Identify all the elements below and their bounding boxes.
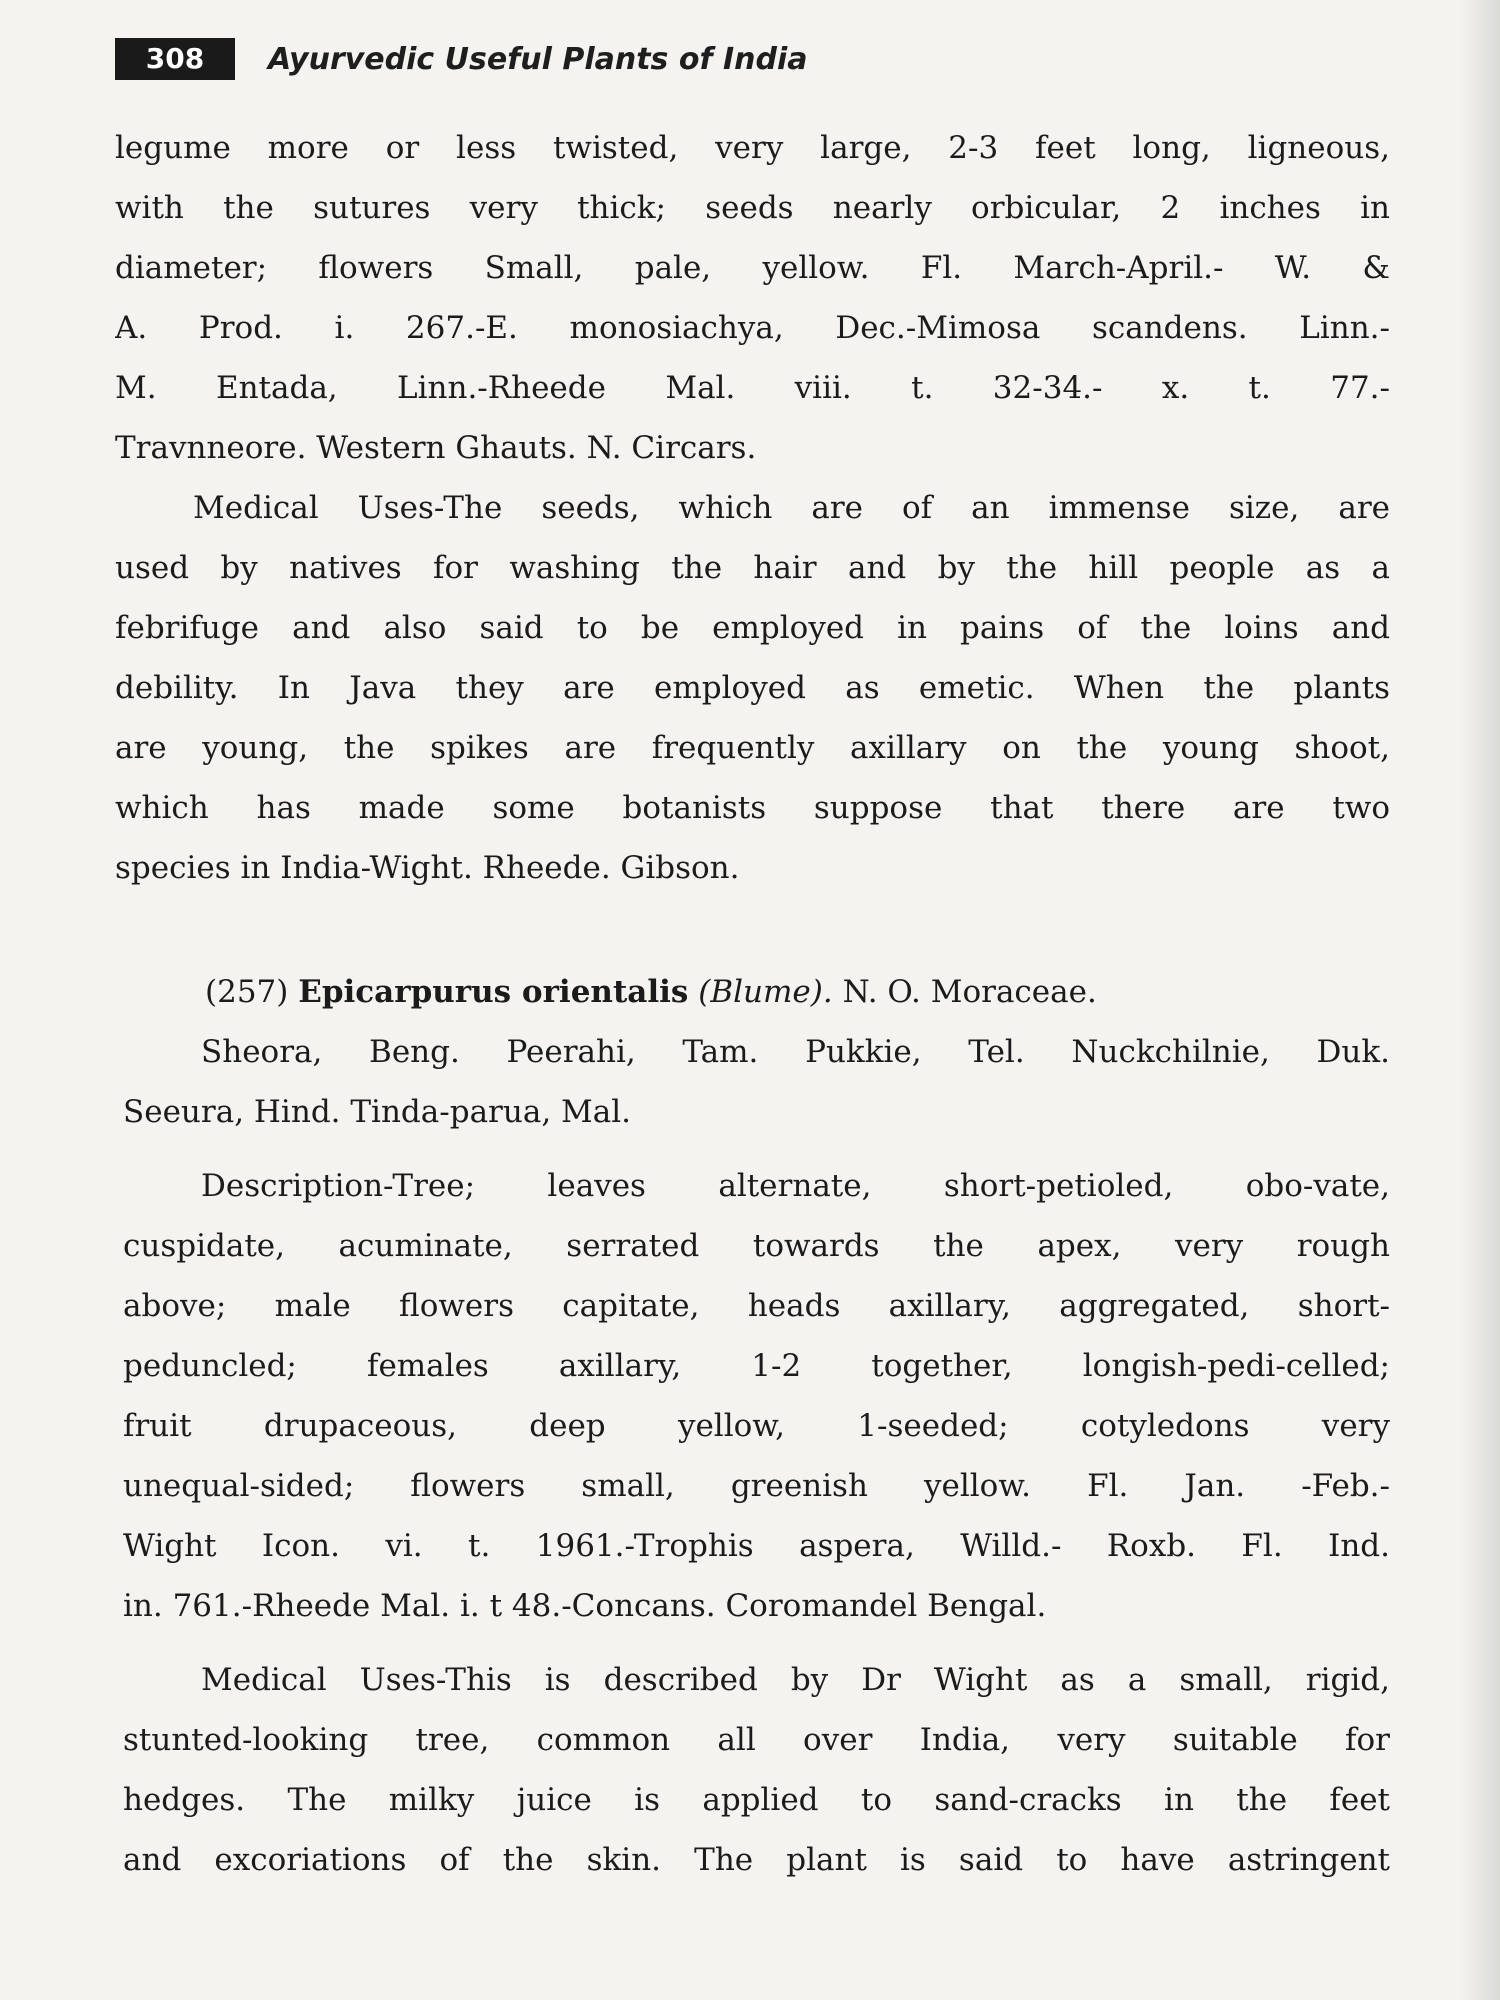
text-line: Medical Uses-This is described by Dr Wight as a small, rigid, <box>201 1662 1390 1698</box>
entry-number: (257) <box>205 974 289 1010</box>
species-name: Epicarpurus orientalis <box>298 974 689 1010</box>
plant-family: N. O. Moraceae. <box>842 974 1097 1010</box>
entry-256-medical-uses <box>115 478 1390 898</box>
text-line: A. Prod. i. 267.-E. monosiachya, Dec.-Mimosa scandens. Linn.- <box>115 310 1390 346</box>
text-line: are young, the spikes are frequently axillary on the young shoot, <box>115 730 1390 766</box>
text-line: peduncled; females axillary, 1-2 together, longish-pedi-celled; <box>123 1348 1390 1384</box>
entry-256-description <box>115 118 1390 478</box>
text-line: fruit drupaceous, deep yellow, 1-seeded; cotyledons very <box>123 1408 1390 1444</box>
text-line: Travnneore. Western Ghauts. N. Circars. <box>115 430 757 466</box>
text-line: Wight Icon. vi. t. 1961.-Trophis aspera, Willd.- Roxb. Fl. Ind. <box>123 1528 1390 1564</box>
text-line: Sheora, Beng. Peerahi, Tam. Pukkie, Tel. Nuckchilnie, Duk. <box>201 1034 1390 1070</box>
entry-257-description <box>123 1156 1390 1636</box>
page-number: 308 <box>115 38 235 80</box>
text-line: above; male flowers capitate, heads axillary, aggregated, short- <box>123 1288 1390 1324</box>
page-body <box>115 118 1390 1890</box>
entry-257-heading <box>115 962 1390 1022</box>
text-line: M. Entada, Linn.-Rheede Mal. viii. t. 32-34.- x. t. 77.- <box>115 370 1390 406</box>
text-line: hedges. The milky juice is applied to sand-cracks in the feet <box>123 1782 1390 1818</box>
text-line: debility. In Java they are employed as emetic. When the plants <box>115 670 1390 706</box>
text-line: Medical Uses-The seeds, which are of an immense size, are <box>193 490 1390 526</box>
page-header <box>115 38 1315 82</box>
text-line: which has made some botanists suppose that there are two <box>115 790 1390 826</box>
text-line: and excoriations of the skin. The plant is said to have astringent <box>123 1842 1390 1878</box>
page-edge-shadow <box>1460 0 1500 2000</box>
text-line: cuspidate, acuminate, serrated towards the apex, very rough <box>123 1228 1390 1264</box>
text-line: with the sutures very thick; seeds nearly orbicular, 2 inches in <box>115 190 1390 226</box>
text-line: febrifuge and also said to be employed in pains of the loins and <box>115 610 1390 646</box>
entry-257-vernacular-names <box>123 1022 1390 1142</box>
text-line: Seeura, Hind. Tinda-parua, Mal. <box>123 1094 632 1130</box>
text-line: unequal-sided; flowers small, greenish yellow. Fl. Jan. -Feb.- <box>123 1468 1390 1504</box>
text-line: Description-Tree; leaves alternate, short-petioled, obo-vate, <box>201 1168 1390 1204</box>
running-title: Ayurvedic Useful Plants of India <box>268 42 808 77</box>
text-line: legume more or less twisted, very large, 2-3 feet long, ligneous, <box>115 130 1390 166</box>
text-line: in. 761.-Rheede Mal. i. t 48.-Concans. Coromandel Bengal. <box>123 1588 1047 1624</box>
text-line: species in India-Wight. Rheede. Gibson. <box>115 850 740 886</box>
text-line: stunted-looking tree, common all over India, very suitable for <box>123 1722 1390 1758</box>
entry-257-medical-uses <box>123 1650 1390 1890</box>
species-authority: (Blume). <box>698 974 833 1010</box>
text-line: diameter; flowers Small, pale, yellow. Fl. March-April.- W. & <box>115 250 1390 286</box>
text-line: used by natives for washing the hair and by the hill people as a <box>115 550 1390 586</box>
